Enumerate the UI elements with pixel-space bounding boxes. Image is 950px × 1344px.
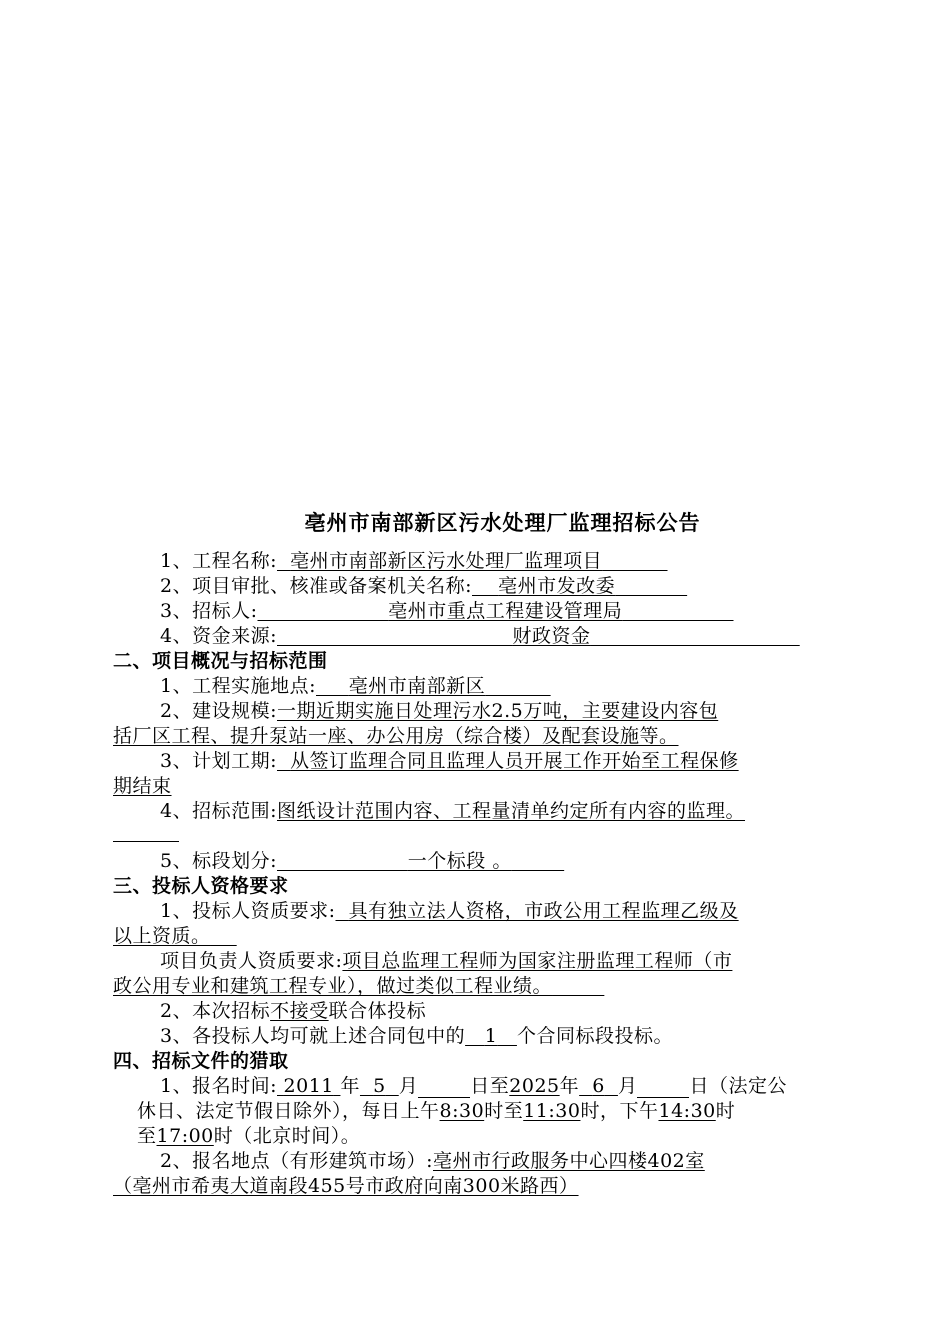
site-line	[160, 674, 551, 698]
fund-source-line	[160, 624, 800, 648]
site-label: 1、工程实施地点:	[160, 675, 316, 697]
schedule-value: 从签订监理合同且监理人员开展工作开始至工程保修	[290, 750, 739, 772]
year-unit-2: 年	[559, 1075, 580, 1097]
leader-qualification-label: 项目负责人资质要求:	[160, 950, 343, 972]
leader-qualification-line	[160, 949, 732, 973]
registration-hours-line	[137, 1099, 735, 1123]
holiday-note: （法定公	[708, 1075, 787, 1097]
tenderer-line	[160, 599, 734, 623]
schedule-label: 3、计划工期:	[160, 750, 277, 772]
scale-value-cont: 括厂区工程、提升泵站一座、办公用房（综合楼）及配套设施等。	[113, 725, 679, 747]
tenderer-label: 3、招标人:	[160, 600, 258, 622]
qualification-line	[160, 899, 739, 923]
registration-location-label: 2、报名地点（有形建筑市场）:	[160, 1150, 433, 1172]
schedule-line	[160, 749, 739, 773]
time-to-text: 时至	[484, 1100, 524, 1122]
consortium-line	[160, 999, 426, 1023]
registration-location-line	[160, 1149, 705, 1173]
start-month: 5	[373, 1075, 386, 1097]
scope-label: 4、招标范围:	[160, 800, 277, 822]
section-division-line	[160, 849, 564, 873]
lots-count: 1	[484, 1025, 498, 1047]
qualification-label: 1、投标人资质要求:	[160, 900, 336, 922]
leader-qualification-line-2	[113, 974, 604, 998]
scale-line	[160, 699, 718, 723]
start-day-blank	[418, 1076, 470, 1098]
pm-end: 17:00	[156, 1125, 214, 1147]
scope-value: 图纸设计范围内容、工程量清单约定所有内容的监理。	[277, 800, 746, 822]
consortium-value: 不接受	[270, 1000, 329, 1022]
start-year: 2011	[283, 1075, 334, 1097]
project-name-value: 亳州市南部新区污水处理厂监理项目	[290, 550, 603, 572]
project-name-line	[160, 549, 668, 573]
am-start: 8:30	[439, 1100, 485, 1122]
pm-start: 14:30	[658, 1100, 716, 1122]
fund-source-value: 财政资金	[512, 625, 591, 647]
lots-line	[160, 1024, 673, 1048]
to-text: 至	[137, 1125, 157, 1147]
approval-authority-label: 2、项目审批、核准或备案机关名称:	[160, 575, 472, 597]
qualification-line-2	[113, 924, 237, 948]
scale-value: 一期近期实施日处理污水2.5万吨，主要建设内容包	[277, 700, 719, 722]
qualification-value: 具有独立法人资格，市政公用工程监理乙级及	[348, 900, 739, 922]
pm-label: 时，下午	[580, 1100, 659, 1122]
schedule-line-2	[113, 774, 172, 798]
day-to-text: 日至	[470, 1075, 510, 1097]
notice-title	[0, 510, 950, 536]
day-unit: 日	[689, 1075, 709, 1097]
qualification-value-cont: 以上资质。	[113, 925, 211, 947]
lots-text-a: 3、各投标人均可就上述合同包中的	[160, 1025, 466, 1047]
hour-unit: 时	[715, 1100, 736, 1122]
section-division-value: 一个标段 。	[407, 850, 512, 872]
leader-qualification-value-cont: 政公用专业和建筑工程专业），做过类似工程业绩。	[113, 975, 553, 997]
scale-line-2	[113, 724, 679, 748]
registration-hours-text: 休日、法定节假日除外），每日上午	[137, 1100, 440, 1122]
project-name-label: 1、工程名称:	[160, 550, 277, 572]
fund-source-label: 4、资金来源:	[160, 625, 277, 647]
end-year: 2025	[509, 1075, 560, 1097]
beijing-time-text: 时（北京时间）。	[213, 1125, 361, 1147]
registration-location-value: 亳州市行政服务中心四楼402室	[433, 1150, 705, 1172]
site-value: 亳州市南部新区	[348, 675, 486, 697]
schedule-value-cont: 期结束	[113, 775, 172, 797]
section-3-heading: 三、投标人资格要求	[113, 875, 289, 897]
scope-blank-line	[113, 841, 179, 842]
consortium-text-a: 2、本次招标	[160, 1000, 271, 1022]
year-unit: 年	[340, 1075, 360, 1097]
notice-title-text: 亳州市南部新区污水处理厂监理招标公告	[304, 511, 701, 535]
tenderer-value: 亳州市重点工程建设管理局	[388, 600, 623, 622]
registration-time-line	[160, 1074, 787, 1098]
am-end: 11:30	[523, 1100, 581, 1122]
end-day-blank	[637, 1076, 689, 1098]
consortium-text-c: 联合体投标	[328, 1000, 427, 1022]
registration-hours-line-2	[137, 1124, 360, 1148]
lots-text-c: 个合同标段投标。	[516, 1025, 673, 1047]
scope-line	[160, 799, 745, 823]
registration-location-line-2	[113, 1174, 579, 1198]
approval-authority-line	[160, 574, 687, 598]
end-month: 6	[592, 1075, 605, 1097]
approval-authority-value: 亳州市发改委	[498, 575, 616, 597]
month-unit-2: 月	[617, 1075, 638, 1097]
leader-qualification-value: 项目总监理工程师为国家注册监理工程师（市	[342, 950, 733, 972]
month-unit: 月	[398, 1075, 419, 1097]
section-4-heading: 四、招标文件的猎取	[113, 1050, 289, 1072]
registration-time-label: 1、报名时间:	[160, 1075, 277, 1097]
scale-label: 2、建设规模:	[160, 700, 277, 722]
registration-location-value-cont: （亳州市希夷大道南段455号市政府向南300米路西）	[113, 1175, 579, 1197]
section-2-heading: 二、项目概况与招标范围	[113, 650, 328, 672]
section-division-label: 5、标段划分:	[160, 850, 277, 872]
